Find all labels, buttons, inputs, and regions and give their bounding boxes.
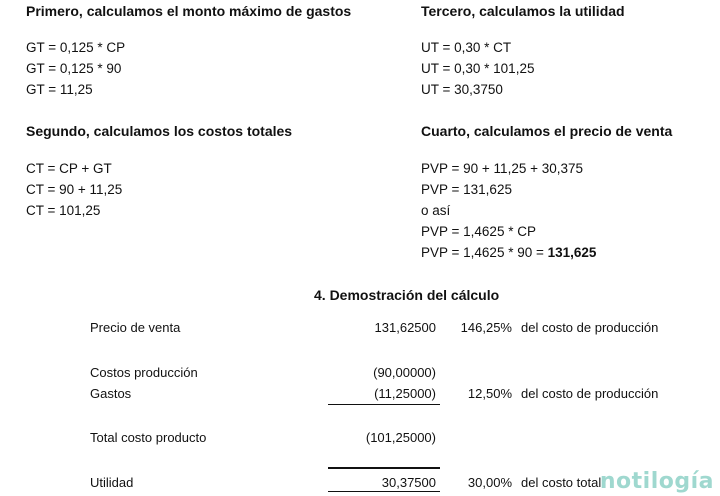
step4-line-3: o así (421, 203, 451, 218)
row-label-total-costo: Total costo producto (90, 430, 207, 445)
row-label-costos-produccion: Costos producción (90, 365, 198, 380)
step1-heading: Primero, calculamos el monto máximo de gastos (26, 3, 352, 19)
utilidad-top-rule (328, 467, 440, 469)
row-percent-gastos: 12,50% (467, 386, 512, 401)
utilidad-bottom-rule (328, 491, 440, 492)
step4-line-4: PVP = 1,4625 * CP (421, 224, 536, 239)
step4-final-value: 131,625 (547, 245, 597, 260)
step3-line-2: UT = 0,30 * 101,25 (421, 61, 535, 76)
step1-line-3: GT = 11,25 (26, 82, 93, 97)
step3-line-1: UT = 0,30 * CT (421, 40, 512, 55)
subtotal-rule (328, 404, 440, 405)
row-amount-gastos: (11,25000) (374, 386, 436, 401)
row-label-gastos: Gastos (90, 386, 132, 401)
step2-line-3: CT = 101,25 (26, 203, 101, 218)
step2-line-1: CT = CP + GT (26, 161, 112, 176)
row-note-precio-venta: del costo de producción (521, 320, 659, 335)
demo-title: 4. Demostración del cálculo (314, 287, 500, 303)
row-amount-utilidad: 30,37500 (381, 475, 436, 490)
step4-line-2: PVP = 131,625 (421, 182, 512, 197)
step3-heading: Tercero, calculamos la utilidad (421, 3, 625, 19)
notilogia-watermark: notilogía (599, 469, 714, 494)
step4-final-line (421, 244, 596, 262)
row-amount-total-costo: (101,25000) (365, 430, 436, 445)
row-amount-costos-produccion: (90,00000) (373, 365, 436, 380)
row-label-utilidad: Utilidad (90, 475, 134, 490)
step3-line-3: UT = 30,3750 (421, 82, 503, 97)
row-note-gastos: del costo de producción (521, 386, 659, 401)
step2-line-2: CT = 90 + 11,25 (26, 182, 123, 197)
step2-heading: Segundo, calculamos los costos totales (26, 123, 293, 139)
step4-final-prefix: PVP = 1,4625 * 90 = (421, 245, 548, 260)
step1-line-2: GT = 0,125 * 90 (26, 61, 122, 76)
step4-heading: Cuarto, calculamos el precio de venta (421, 123, 673, 139)
row-percent-utilidad: 30,00% (467, 475, 512, 490)
step1-line-1: GT = 0,125 * CP (26, 40, 126, 55)
step4-line-1: PVP = 90 + 11,25 + 30,375 (421, 161, 584, 176)
row-label-precio-venta: Precio de venta (90, 320, 181, 335)
row-amount-precio-venta: 131,62500 (374, 320, 436, 335)
row-note-utilidad: del costo total (521, 475, 602, 490)
row-percent-precio-venta: 146,25% (460, 320, 512, 335)
